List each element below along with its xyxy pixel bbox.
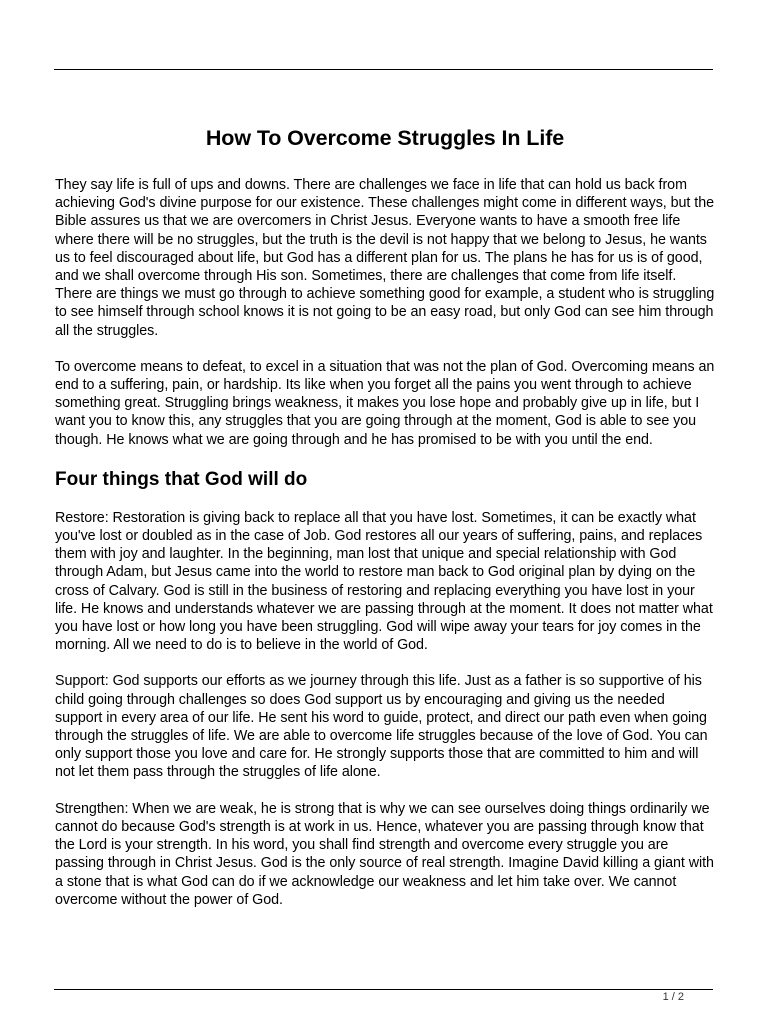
section-paragraph-strengthen: Strengthen: When we are weak, he is strong that is why we can see ourselves doing things ordinarily we cannot do because God's strength is at work in us. Hence, whatever you are passing through know that the Lord is your strength. In his word, you shall find strength and overcome every struggle you are passing through in Christ Jesus. God is the only source of real strength. Imagine David killing a giant with a stone that is what God can do if we acknowledge our weakness and let him take over. We cannot overcome without the power of God. xyxy=(55,800,714,908)
section-paragraph-restore: Restore: Restoration is giving back to replace all that you have lost. Sometimes, it can be exactly what you've lost or doubled as in the case of Job. God restores all our years of suffering, pains, and replaces them with joy and laughter. In the beginning, man lost that unique and special relationship with God through Adam, but Jesus came into the world to restore man back to God original plan by dying on the cross of Calvary. God is still in the business of restoring and replacing everything you have lost in your life. He knows and understands whatever we are passing through at the moment. It does not matter what you have lost or how long you have been struggling. God will wipe away your tears for joy comes in the morning. All we need to do is to believe in the world of God. xyxy=(55,509,713,654)
intro-paragraph-2: To overcome means to defeat, to excel in a situation that was not the plan of God. Overcoming means an end to a suffering, pain, or hardship. Its like when you forget all the pains you went through to achieve something great. Struggling brings weakness, it makes you lose hope and probably give up in life, but I want you to know this, any struggles that you are going through at the moment, God is able to see you though. He knows what we are going through and he has promised to be with you until the end. xyxy=(55,358,715,448)
section-heading: Four things that God will do xyxy=(55,468,308,490)
document-title: How To Overcome Struggles In Life xyxy=(205,126,565,150)
document-body xyxy=(55,124,715,927)
header-rule xyxy=(54,69,713,70)
intro-paragraph-1: They say life is full of ups and downs. There are challenges we face in life that can hold us back from achieving God's divine purpose for our existence. These challenges might come in different ways, but the Bible assures us that we are overcomers in Christ Jesus. Everyone wants to have a smooth free life where there will be no struggles, but the truth is the devil is not happy that we belong to Jesus, he wants us to feel discouraged about life, but God has a different plan for us. The plans he has for us is of good, and we shall overcome through His son. Sometimes, there are challenges that come from life itself. There are things we must go through to achieve something good for example, a student who is struggling to see himself through school knows it is not going to be an easy road, but only God can see him through all the struggles. xyxy=(55,177,715,339)
footer-rule xyxy=(54,989,713,990)
page-number: 1 / 2 xyxy=(662,991,684,1003)
section-paragraph-support: Support: God supports our efforts as we journey through this life. Just as a father is so supportive of his child going through challenges so does God support us by encouraging and giving us the needed support in every area of our life. He sent his word to guide, protect, and direct our path even when going through the struggles of life. We are able to overcome life struggles because of the love of God. You can only support those you love and care for. He strongly supports those that are committed to him and will not let them pass through the struggles of life alone. xyxy=(55,673,708,781)
